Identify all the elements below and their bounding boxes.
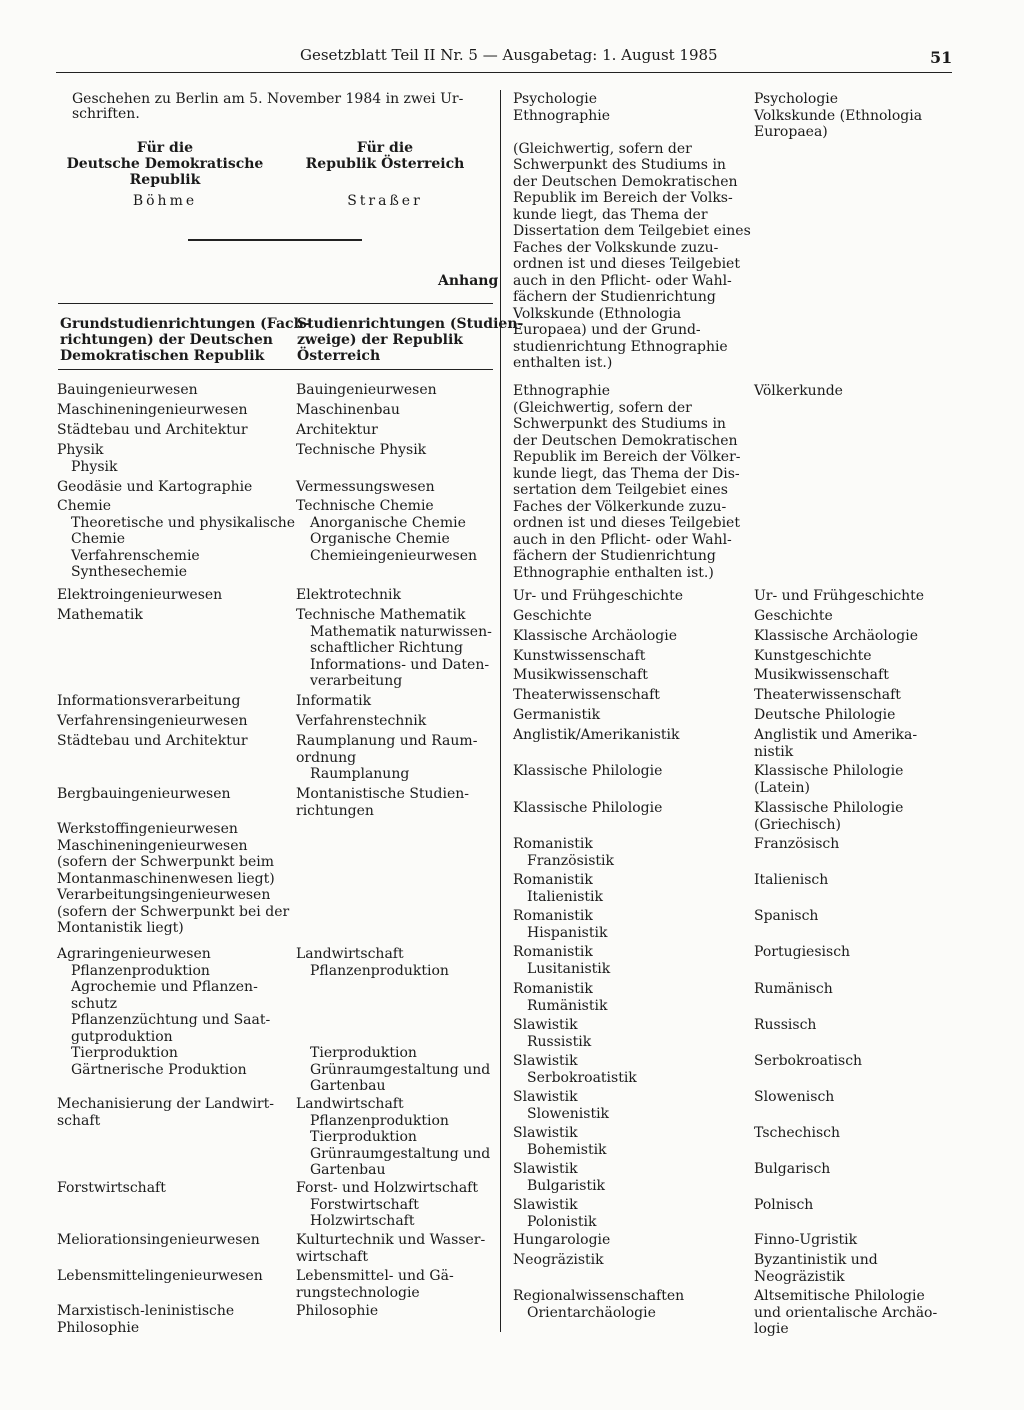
table-row-r-left-entry: Regionalwissenschaften: [513, 1288, 685, 1304]
table-row-left-entry: Elektroingenieurwesen: [57, 587, 223, 603]
table-row-left-entry: Pflanzenzüchtung und Saat-: [71, 1012, 271, 1028]
table-row-left-entry: gutproduktion: [71, 1028, 173, 1045]
table-row-r-left-entry: Orientarchäologie: [527, 1304, 656, 1321]
table-row-r-left-entry: Französistik: [527, 852, 615, 869]
table-row-r-right-entry: Klassische Philologie: [754, 800, 904, 816]
table-row-r-left-entry: kunde liegt, das Thema der Dis-: [513, 465, 740, 482]
col-head-right-2: zweige) der Republik: [297, 332, 464, 348]
table-row-right-entry: Elektrotechnik: [296, 587, 401, 603]
right-signatory-line-2: Republik Österreich: [305, 156, 465, 172]
table-row-right-entry: Raumplanung und Raum-: [296, 733, 478, 749]
left-signatory-line-1: Für die: [136, 140, 194, 156]
col-head-right-1: Studienrichtungen (Studien-: [297, 316, 524, 332]
table-row-r-left-entry: Polonistik: [527, 1213, 597, 1230]
table-row-left-entry: Städtebau und Architektur: [57, 422, 248, 438]
table-row-right-entry: Landwirtschaft: [296, 946, 404, 962]
table-row-r-left-entry: auch in den Pflicht- oder Wahl-: [513, 531, 732, 548]
table-row-left-entry: Maschineningenieurwesen: [57, 837, 248, 854]
table-row-left-entry: Werkstoffingenieurwesen: [57, 821, 238, 837]
table-row-left-entry: Mechanisierung der Landwirt-: [57, 1096, 274, 1112]
table-row-r-right-entry: Völkerkunde: [754, 383, 843, 399]
table-row-right-entry: Montanistische Studien-: [296, 786, 470, 802]
table-row-r-left-entry: Romanistik: [513, 872, 593, 888]
table-row-r-left-entry: Ethnographie: [513, 107, 611, 124]
table-row-r-left-entry: Klassische Philologie: [513, 800, 663, 816]
table-row-left-entry: Städtebau und Architektur: [57, 733, 248, 749]
table-row-r-right-entry: Theaterwissenschaft: [754, 687, 901, 703]
table-row-r-left-entry: Psychologie: [513, 91, 598, 107]
table-row-r-left-entry: Musikwissenschaft: [513, 667, 648, 683]
table-row-left-entry: Agraringenieurwesen: [57, 946, 211, 962]
table-row-r-right-entry: Französisch: [754, 836, 840, 852]
table-row-r-left-entry: Slowenistik: [527, 1105, 610, 1122]
table-row-r-right-entry: Finno-Ugristik: [754, 1232, 858, 1248]
table-row-r-left-entry: Slawistik: [513, 1017, 578, 1033]
table-row-r-left-entry: ordnen ist und dieses Teilgebiet: [513, 256, 740, 272]
table-row-r-right-entry: (Griechisch): [754, 816, 841, 833]
table-row-right-entry: Pflanzenproduktion: [310, 962, 449, 979]
running-header: Gesetzblatt Teil II Nr. 5 — Ausgabetag: 1. August 1985: [300, 46, 718, 64]
table-row-r-left-entry: ordnen ist und dieses Teilgebiet: [513, 515, 740, 531]
table-row-r-left-entry: Ur- und Frühgeschichte: [513, 588, 684, 604]
table-row-r-right-entry: (Latein): [754, 779, 810, 796]
table-row-right-entry: Grünraumgestaltung und: [310, 1145, 491, 1162]
table-row-right-entry: Kulturtechnik und Wasser-: [296, 1232, 486, 1248]
table-row-r-right-entry: Anglistik und Amerika-: [754, 727, 918, 743]
table-row-r-right-entry: Portugiesisch: [754, 944, 851, 960]
left-signatory-name: Böhme: [132, 193, 198, 209]
table-row-left-entry: Meliorationsingenieurwesen: [57, 1232, 260, 1248]
separator-rule: [188, 239, 362, 241]
table-row-r-right-entry: Tschechisch: [754, 1125, 841, 1141]
table-row-r-right-entry: Ur- und Frühgeschichte: [754, 588, 925, 604]
table-row-right-entry: Philosophie: [296, 1303, 379, 1319]
table-row-r-left-entry: enthalten ist.): [513, 355, 613, 371]
right-signatory-name: Straßer: [347, 193, 423, 209]
table-row-r-left-entry: der Deutschen Demokratischen: [513, 432, 738, 449]
table-row-r-left-entry: fächern der Studienrichtung: [513, 289, 716, 305]
table-row-left-entry: Agrochemie und Pflanzen-: [71, 979, 258, 995]
table-row-r-left-entry: Romanistik: [513, 944, 593, 960]
table-row-r-left-entry: Theaterwissenschaft: [513, 687, 660, 703]
table-row-r-left-entry: Hungarologie: [513, 1232, 611, 1248]
table-row-left-entry: (sofern der Schwerpunkt bei der: [57, 903, 290, 920]
table-row-r-left-entry: Klassische Philologie: [513, 763, 663, 779]
table-row-r-left-entry: Republik im Bereich der Volks-: [513, 190, 733, 206]
table-row-right-entry: Technische Physik: [296, 442, 427, 458]
annex-title: Anhang: [438, 273, 499, 289]
table-row-r-left-entry: Anglistik/Amerikanistik: [513, 727, 680, 743]
table-row-right-entry: Organische Chemie: [310, 531, 450, 547]
table-row-r-right-entry: und orientalische Archäo-: [754, 1304, 938, 1321]
table-row-left-entry: Synthesechemie: [71, 564, 188, 580]
table-row-r-left-entry: Slawistik: [513, 1089, 578, 1105]
table-row-r-right-entry: Rumänisch: [754, 981, 833, 997]
table-row-r-left-entry: fächern der Studienrichtung: [513, 548, 716, 564]
table-row-left-entry: Philosophie: [57, 1319, 140, 1336]
table-row-r-left-entry: auch in den Pflicht- oder Wahl-: [513, 272, 732, 289]
table-row-right-entry: verarbeitung: [310, 673, 403, 689]
table-row-r-right-entry: Klassische Philologie: [754, 763, 904, 779]
right-signatory-line-1: Für die: [356, 140, 414, 156]
table-row-left-entry: (sofern der Schwerpunkt beim: [57, 854, 275, 870]
table-row-right-entry: Informations- und Daten-: [310, 656, 490, 673]
table-row-r-left-entry: Bohemistik: [527, 1141, 607, 1158]
table-row-r-right-entry: Serbokroatisch: [754, 1053, 863, 1069]
table-row-r-right-entry: nistik: [754, 743, 794, 760]
table-row-r-right-entry: Klassische Archäologie: [754, 628, 918, 644]
table-row-r-left-entry: Slawistik: [513, 1053, 578, 1069]
table-row-right-entry: Landwirtschaft: [296, 1096, 404, 1112]
table-row-r-left-entry: Romanistik: [513, 836, 593, 852]
table-row-r-left-entry: Europaea) und der Grund-: [513, 322, 701, 338]
table-row-right-entry: wirtschaft: [296, 1248, 368, 1265]
table-row-r-right-entry: Italienisch: [754, 872, 829, 888]
left-signatory-line-3: Republik: [129, 172, 201, 188]
table-head-rule: [58, 369, 493, 370]
table-row-right-entry: Chemieingenieurwesen: [310, 547, 478, 564]
table-row-r-left-entry: sertation dem Teilgebiet eines: [513, 482, 728, 498]
table-row-left-entry: Pflanzenproduktion: [71, 962, 210, 979]
table-row-left-entry: Physik: [71, 458, 118, 475]
table-row-right-entry: Anorganische Chemie: [310, 514, 466, 531]
left-signatory-line-2: Deutsche Demokratische: [66, 156, 264, 172]
header-rule: [56, 72, 952, 73]
table-row-right-entry: Vermessungswesen: [296, 479, 435, 495]
col-head-left-1: Grundstudienrichtungen (Fach-: [60, 316, 310, 332]
table-row-r-left-entry: Italienistik: [527, 888, 604, 905]
table-row-r-left-entry: Faches der Volkskunde zuzu-: [513, 239, 719, 256]
table-row-left-entry: Physik: [57, 442, 104, 458]
table-row-right-entry: Technische Chemie: [296, 498, 434, 514]
col-head-right-3: Österreich: [297, 348, 381, 364]
table-row-r-left-entry: studienrichtung Ethnographie: [513, 338, 728, 355]
table-row-r-left-entry: Schwerpunkt des Studiums in: [513, 416, 726, 432]
table-row-left-entry: Lebensmittelingenieurwesen: [57, 1268, 263, 1284]
table-row-left-entry: Verarbeitungsingenieurwesen: [57, 887, 271, 903]
table-row-right-entry: Gartenbau: [310, 1162, 386, 1178]
table-row-r-left-entry: Slawistik: [513, 1125, 578, 1141]
table-row-r-right-entry: Slowenisch: [754, 1089, 835, 1105]
table-row-r-left-entry: Slawistik: [513, 1161, 578, 1177]
col-head-left-2: richtungen) der Deutschen: [60, 332, 273, 348]
table-row-left-entry: Gärtnerische Produktion: [71, 1061, 247, 1078]
table-row-right-entry: Raumplanung: [310, 766, 410, 782]
table-row-r-right-entry: Polnisch: [754, 1197, 814, 1213]
table-row-left-entry: Marxistisch-leninistische: [57, 1303, 235, 1319]
table-row-r-left-entry: Germanistik: [513, 707, 601, 723]
table-row-r-left-entry: Faches der Völkerkunde zuzu-: [513, 498, 727, 515]
table-row-left-entry: Bergbauingenieurwesen: [57, 786, 231, 802]
table-row-r-left-entry: (Gleichwertig, sofern der: [513, 140, 692, 157]
table-row-r-left-entry: Volkskunde (Ethnologia: [513, 305, 682, 322]
closing-text-line-1: Geschehen zu Berlin am 5. November 1984 in zwei Ur-: [72, 91, 464, 107]
table-row-left-entry: Chemie: [71, 531, 126, 547]
table-row-left-entry: Forstwirtschaft: [57, 1180, 166, 1196]
table-row-r-right-entry: Europaea): [754, 124, 828, 140]
table-row-left-entry: Verfahrenschemie: [71, 547, 200, 564]
table-row-right-entry: Gartenbau: [310, 1078, 386, 1094]
table-row-right-entry: Forst- und Holzwirtschaft: [296, 1180, 478, 1196]
table-row-right-entry: Tierproduktion: [310, 1129, 417, 1145]
table-row-r-left-entry: Klassische Archäologie: [513, 628, 677, 644]
table-row-right-entry: ordnung: [296, 749, 357, 766]
column-divider: [500, 90, 501, 1332]
table-row-r-left-entry: Dissertation dem Teilgebiet eines: [513, 223, 751, 239]
table-row-left-entry: Verfahrensingenieurwesen: [57, 713, 248, 729]
table-row-r-left-entry: (Gleichwertig, sofern der: [513, 399, 692, 416]
table-row-right-entry: richtungen: [296, 802, 374, 819]
table-row-r-left-entry: Schwerpunkt des Studiums in: [513, 157, 726, 173]
table-row-r-left-entry: Slawistik: [513, 1197, 578, 1213]
table-row-right-entry: Forstwirtschaft: [310, 1196, 419, 1213]
table-row-r-right-entry: Russisch: [754, 1017, 817, 1033]
table-row-right-entry: Mathematik naturwissen-: [310, 623, 492, 640]
table-row-r-left-entry: Lusitanistik: [527, 960, 611, 977]
table-row-r-left-entry: Neogräzistik: [513, 1252, 604, 1268]
table-row-r-left-entry: Ethnographie enthalten ist.): [513, 564, 714, 581]
table-row-left-entry: Chemie: [57, 498, 112, 514]
table-row-r-left-entry: Bulgaristik: [527, 1177, 606, 1194]
table-row-r-right-entry: Musikwissenschaft: [754, 667, 889, 683]
table-row-r-left-entry: Serbokroatistik: [527, 1069, 637, 1086]
table-row-r-right-entry: logie: [754, 1321, 789, 1337]
table-row-r-left-entry: Kunstwissenschaft: [513, 648, 646, 664]
table-row-right-entry: Technische Mathematik: [296, 607, 466, 623]
table-row-right-entry: Architektur: [296, 422, 378, 438]
table-row-left-entry: Tierproduktion: [71, 1045, 178, 1061]
table-row-r-left-entry: Hispanistik: [527, 924, 608, 941]
table-row-left-entry: Bauingenieurwesen: [57, 382, 198, 398]
table-row-r-right-entry: Psychologie: [754, 91, 839, 107]
table-row-r-left-entry: Republik im Bereich der Völker-: [513, 449, 741, 465]
table-row-right-entry: Pflanzenproduktion: [310, 1112, 449, 1129]
table-row-left-entry: schaft: [57, 1112, 101, 1129]
table-row-r-left-entry: Romanistik: [513, 981, 593, 997]
table-row-r-right-entry: Bulgarisch: [754, 1161, 831, 1177]
table-row-left-entry: Montanmaschinenwesen liegt): [57, 870, 275, 887]
table-row-r-right-entry: Altsemitische Philologie: [754, 1288, 925, 1304]
table-row-left-entry: schutz: [71, 995, 118, 1012]
table-row-r-left-entry: Geschichte: [513, 608, 592, 624]
table-row-r-left-entry: Russistik: [527, 1033, 592, 1050]
page-number: 51: [930, 48, 953, 67]
table-row-right-entry: Maschinenbau: [296, 402, 400, 418]
table-row-r-right-entry: Spanisch: [754, 908, 819, 924]
table-row-left-entry: Geodäsie und Kartographie: [57, 479, 253, 495]
table-row-r-left-entry: kunde liegt, das Thema der: [513, 206, 708, 223]
table-row-r-right-entry: Geschichte: [754, 608, 833, 624]
col-head-left-3: Demokratischen Republik: [60, 348, 265, 364]
table-row-right-entry: Holzwirtschaft: [310, 1213, 415, 1229]
table-row-right-entry: Informatik: [296, 693, 372, 709]
table-row-right-entry: Grünraumgestaltung und: [310, 1061, 491, 1078]
table-row-r-right-entry: Kunstgeschichte: [754, 648, 872, 664]
table-row-r-right-entry: Deutsche Philologie: [754, 707, 896, 723]
table-row-right-entry: Tierproduktion: [310, 1045, 417, 1061]
closing-text-line-2: schriften.: [72, 106, 140, 122]
table-row-r-left-entry: Romanistik: [513, 908, 593, 924]
table-top-rule: [58, 303, 493, 304]
table-row-left-entry: Theoretische und physikalische: [71, 514, 296, 531]
table-row-left-entry: Informationsverarbeitung: [57, 693, 241, 709]
table-row-left-entry: Maschineningenieurwesen: [57, 402, 248, 418]
table-row-left-entry: Mathematik: [57, 607, 143, 623]
table-row-r-right-entry: Neogräzistik: [754, 1268, 845, 1285]
table-row-right-entry: rungstechnologie: [296, 1284, 420, 1301]
table-row-right-entry: schaftlicher Richtung: [310, 640, 463, 656]
table-row-right-entry: Lebensmittel- und Gä-: [296, 1268, 454, 1284]
table-row-left-entry: Montanistik liegt): [57, 920, 184, 936]
table-row-r-right-entry: Byzantinistik und: [754, 1252, 878, 1268]
table-row-right-entry: Bauingenieurwesen: [296, 382, 437, 398]
table-row-r-right-entry: Volkskunde (Ethnologia: [754, 107, 923, 124]
table-row-r-left-entry: Ethnographie: [513, 383, 611, 399]
table-row-r-left-entry: Rumänistik: [527, 997, 608, 1014]
table-row-right-entry: Verfahrenstechnik: [296, 713, 427, 729]
table-row-r-left-entry: der Deutschen Demokratischen: [513, 173, 738, 190]
